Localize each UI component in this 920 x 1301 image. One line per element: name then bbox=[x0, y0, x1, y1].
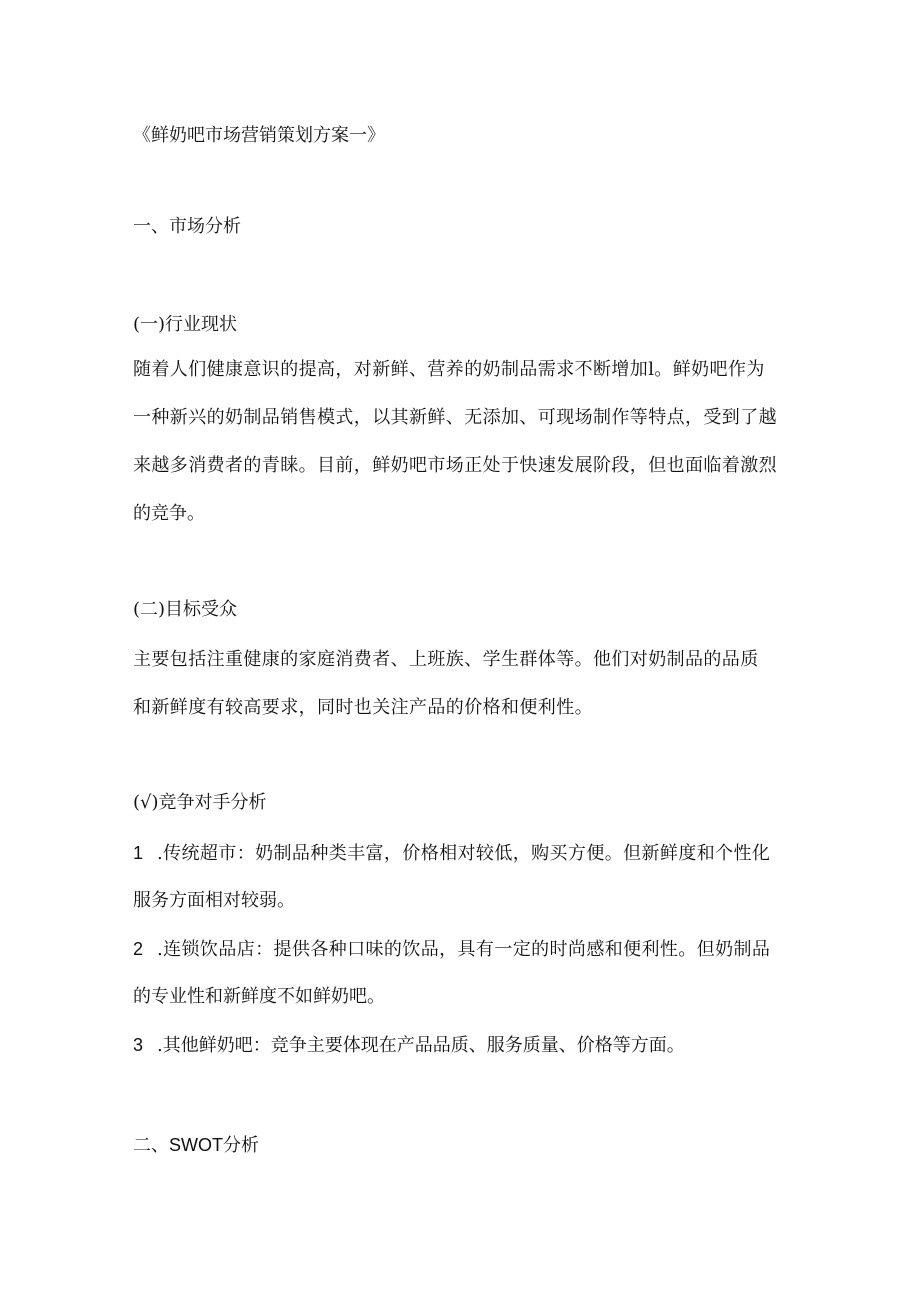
list-item-text: .其他鲜奶吧：竞争主要体现在产品品质、服务质量、价格等方面。 bbox=[157, 1035, 685, 1056]
paragraph-line: 的竞争。 bbox=[133, 503, 205, 524]
paragraph-line: 来越多消费者的青睐。目前，鲜奶吧市场正处于快速发展阶段，但也面临着激烈 bbox=[133, 455, 777, 476]
paragraph-line: 一种新兴的奶制品销售模式，以其新鲜、无添加、可现场制作等特点，受到了越 bbox=[133, 407, 777, 428]
list-item-continuation: 服务方面相对较弱。 bbox=[133, 890, 295, 911]
list-item-continuation: 的专业性和新鲜度不如鲜奶吧。 bbox=[133, 986, 385, 1007]
list-item-number: 3 bbox=[133, 1035, 144, 1055]
list-item bbox=[133, 840, 770, 867]
heading-suffix: 分析 bbox=[223, 1135, 259, 1156]
subheading-industry-status: (一)行业现状 bbox=[133, 314, 238, 335]
document-title: 《鲜奶吧市场营销策划方案一》 bbox=[133, 125, 385, 146]
list-item bbox=[133, 936, 770, 963]
subheading-competitor-analysis: (√)竞争对手分析 bbox=[133, 792, 267, 813]
subheading-target-audience: (二)目标受众 bbox=[133, 599, 238, 620]
section-heading-market-analysis: 一、市场分析 bbox=[133, 216, 241, 237]
heading-latin: SWOT bbox=[169, 1135, 223, 1155]
paragraph-line: 主要包括注重健康的家庭消费者、上班族、学生群体等。他们对奶制品的品质 bbox=[133, 649, 759, 670]
list-item-number: 1 bbox=[133, 843, 144, 863]
list-item-text: .连锁饮品店：提供各种口味的饮品，具有一定的时尚感和便利性。但奶制品 bbox=[157, 939, 771, 960]
heading-prefix: 二、 bbox=[133, 1135, 169, 1156]
section-heading-swot-analysis bbox=[133, 1132, 259, 1159]
list-item bbox=[133, 1032, 685, 1059]
list-item-number: 2 bbox=[133, 939, 144, 959]
paragraph-line: 随着人们健康意识的提高，对新鲜、营养的奶制品需求不断增加l。鲜奶吧作为 bbox=[133, 359, 765, 380]
paragraph-line: 和新鲜度有较高要求，同时也关注产品的价格和便利性。 bbox=[133, 697, 593, 718]
list-item-text: .传统超市：奶制品种类丰富，价格相对较低，购买方便。但新鲜度和个性化 bbox=[157, 843, 771, 864]
